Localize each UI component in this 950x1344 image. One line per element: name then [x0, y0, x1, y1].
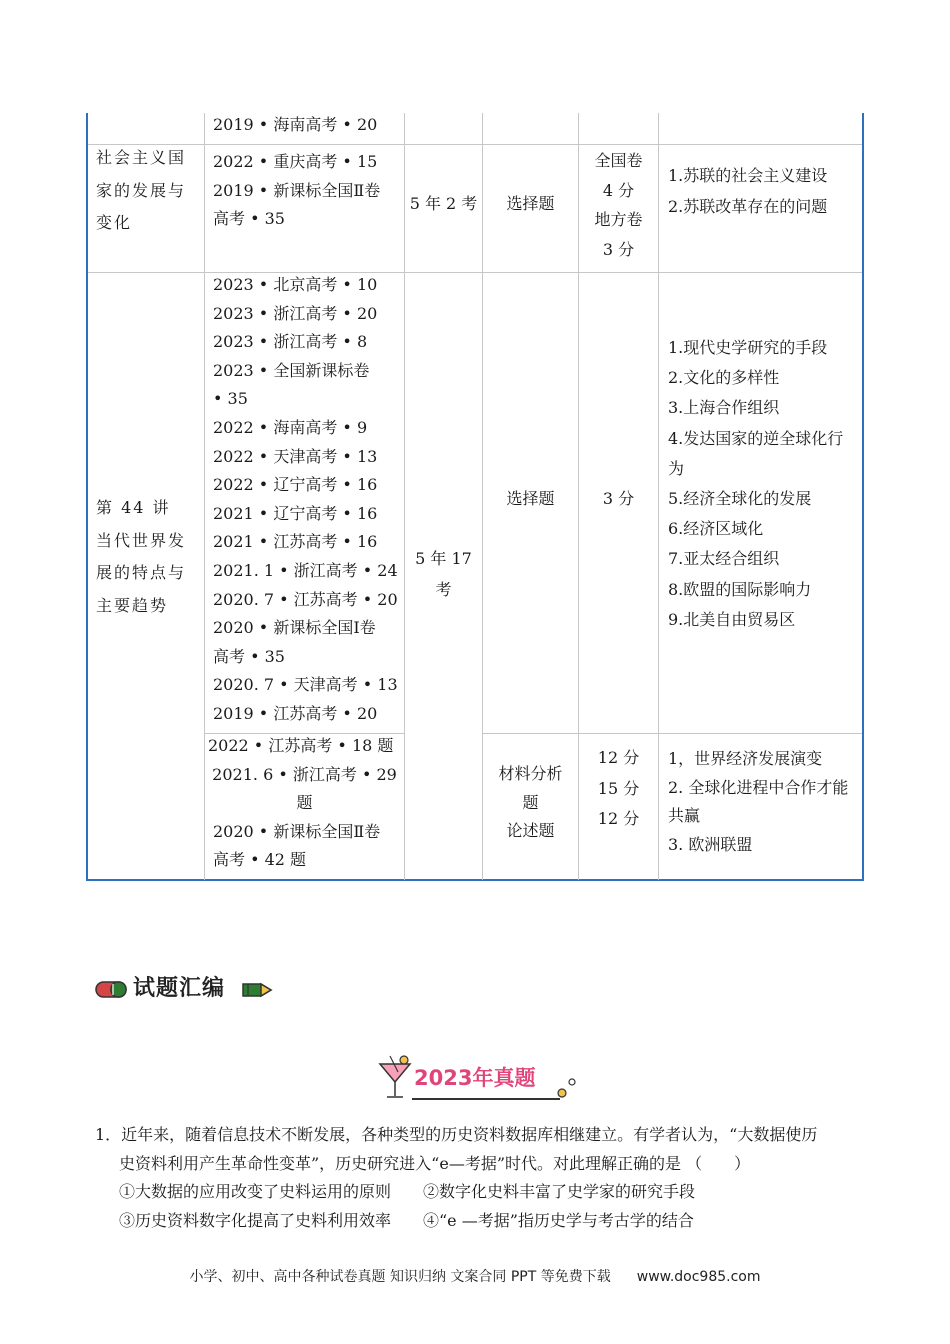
- source-line: 2022 • 重庆高考 • 15: [213, 152, 378, 171]
- source-line: 题: [296, 793, 313, 813]
- cell-score-row2b: [579, 743, 658, 835]
- source-line: 2021 • 辽宁高考 • 16: [213, 503, 378, 523]
- table-bottom-border: [86, 879, 864, 881]
- topic-line: 主要趋势: [96, 595, 169, 615]
- source-line: 2019 • 海南高考 • 20: [213, 115, 378, 134]
- topic-line: 社会主义国: [96, 148, 187, 167]
- question-stem-line: 史资料利用产生革命性变革”，历史研究进入“e—考据”时代。对此理解正确的是 （ ）: [119, 1153, 751, 1173]
- topic-line: 第 44 讲: [96, 498, 171, 517]
- score-line: 3 分: [602, 239, 635, 259]
- cell-topic-row2: [96, 492, 186, 622]
- score-line: 全国卷: [594, 151, 643, 170]
- cell-sources-row0: [213, 111, 377, 140]
- question-type: 选择题: [506, 194, 555, 213]
- source-line: 2019 • 新课标全国Ⅱ卷: [213, 180, 381, 200]
- question-stem-line: 1．近年来，随着信息技术不断发展，各种类型的历史资料数据库相继建立。有学者认为，“大数据使历: [95, 1125, 818, 1144]
- source-line: 高考 • 42 题: [213, 850, 307, 870]
- cell-type-row1: [483, 190, 578, 219]
- point-line: 1.现代史学研究的手段: [668, 338, 828, 357]
- source-line: 2021. 6 • 浙江高考 • 29: [212, 764, 397, 784]
- cell-sources-row2a: [213, 271, 398, 729]
- pill-icon: [95, 980, 127, 1000]
- topic-line: 展的特点与: [96, 563, 187, 582]
- page-footer: [0, 1266, 950, 1286]
- cell-points-row1: [668, 160, 827, 222]
- question-option-line: ①大数据的应用改变了史料运用的原则 ②数字化史料丰富了史学家的研究手段: [119, 1182, 696, 1202]
- source-line: 2023 • 浙江高考 • 8: [213, 332, 368, 352]
- source-line: 2020 • 新课标全国Ⅱ卷: [213, 821, 381, 841]
- pencil-icon: [241, 980, 273, 1000]
- cell-points-row2b: [668, 745, 848, 859]
- source-line: 2019 • 江苏高考 • 20: [213, 703, 378, 723]
- frequency-text: 考: [435, 580, 452, 599]
- question-option-line: ③历史资料数字化提高了史料利用效率 ④“e —考据”指历史学与考古学的结合: [119, 1210, 694, 1230]
- source-line: 2023 • 北京高考 • 10: [213, 275, 378, 294]
- question-type: 材料分析: [498, 764, 563, 783]
- point-line: 共赢: [668, 806, 701, 826]
- score-line: 15 分: [597, 778, 640, 798]
- source-line: • 35: [213, 389, 248, 409]
- topic-line: 当代世界发: [96, 530, 187, 550]
- col-divider: [658, 113, 659, 880]
- frequency-text: 5 年 2 考: [409, 194, 478, 213]
- score-line: 12 分: [597, 809, 640, 828]
- source-line: 2021 • 江苏高考 • 16: [213, 532, 378, 552]
- source-line: 2022 • 江苏高考 • 18 题: [208, 736, 394, 755]
- section-title: 试题汇编: [133, 976, 226, 1001]
- source-line: 2022 • 天津高考 • 13: [213, 446, 378, 466]
- cell-frequency-row1: [405, 190, 482, 219]
- point-line: 3. 欧洲联盟: [668, 834, 753, 854]
- point-line: 1，世界经济发展演变: [668, 749, 823, 768]
- row-divider: [88, 272, 862, 273]
- year-banner-text: 2023年真题: [414, 1066, 536, 1090]
- cell-type-row2a: [483, 485, 578, 514]
- source-line: 2023 • 全国新课标卷: [213, 360, 370, 380]
- source-line: 2023 • 浙江高考 • 20: [213, 303, 378, 323]
- row-divider: [482, 733, 862, 734]
- point-line: 5.经济全球化的发展: [668, 489, 812, 509]
- question-type: 论述题: [506, 821, 555, 841]
- cell-score-row1: [579, 146, 658, 264]
- footer-text: 小学、初中、高中各种试卷真题 知识归纳 文案合同 PPT 等免费下载: [189, 1269, 611, 1285]
- score-text: 3 分: [602, 489, 635, 508]
- table-right-border: [862, 113, 864, 881]
- source-line: 高考 • 35: [213, 646, 285, 666]
- section-heading: [95, 974, 295, 1006]
- cell-type-row2b: [483, 760, 578, 846]
- footer-site: www.doc985.com: [636, 1269, 761, 1285]
- table-left-border: [86, 113, 88, 881]
- source-line: 2020. 7 • 天津高考 • 13: [213, 675, 398, 695]
- topic-line: 变化: [96, 213, 133, 233]
- cocktail-icon: [378, 1052, 412, 1102]
- score-line: 4 分: [602, 180, 635, 200]
- cell-sources-row2b: [205, 732, 404, 875]
- question-1: [95, 1121, 865, 1235]
- year-banner: [378, 1050, 578, 1110]
- point-line: 为: [668, 458, 685, 478]
- question-type: 选择题: [506, 489, 555, 508]
- source-line: 高考 • 35: [213, 209, 285, 229]
- point-line: 1.苏联的社会主义建设: [668, 166, 828, 185]
- source-line: 2020. 7 • 江苏高考 • 20: [213, 589, 398, 609]
- point-line: 2.苏联改革存在的问题: [668, 197, 828, 216]
- point-line: 8.欧盟的国际影响力: [668, 579, 812, 599]
- point-line: 3.上海合作组织: [668, 398, 780, 418]
- score-line: 12 分: [597, 748, 640, 767]
- point-line: 7.亚太经合组织: [668, 549, 780, 569]
- source-line: 2021. 1 • 浙江高考 • 24: [213, 560, 398, 580]
- cell-score-row2a: [579, 485, 658, 514]
- score-line: 地方卷: [594, 210, 643, 229]
- cell-frequency-row2: [405, 543, 482, 605]
- row-divider: [88, 144, 862, 145]
- bubbles-icon: [556, 1076, 578, 1100]
- source-line: 2022 • 辽宁高考 • 16: [213, 475, 378, 495]
- cell-topic-row1: [96, 144, 186, 238]
- source-line: 2020 • 新课标全国Ⅰ卷: [213, 618, 376, 638]
- question-type: 题: [522, 792, 539, 812]
- cell-sources-row1: [213, 148, 380, 234]
- col-divider: [404, 113, 405, 880]
- topic-line: 家的发展与: [96, 180, 187, 200]
- point-line: 4.发达国家的逆全球化行: [668, 428, 844, 448]
- point-line: 9.北美自由贸易区: [668, 609, 796, 629]
- source-line: 2022 • 海南高考 • 9: [213, 417, 368, 437]
- point-line: 2.文化的多样性: [668, 368, 780, 388]
- banner-underline: [412, 1098, 560, 1100]
- point-line: 6.经济区域化: [668, 519, 764, 539]
- frequency-text: 5 年 17: [415, 549, 472, 568]
- point-line: 2. 全球化进程中合作才能: [668, 777, 849, 797]
- cell-points-row2a: [668, 333, 843, 635]
